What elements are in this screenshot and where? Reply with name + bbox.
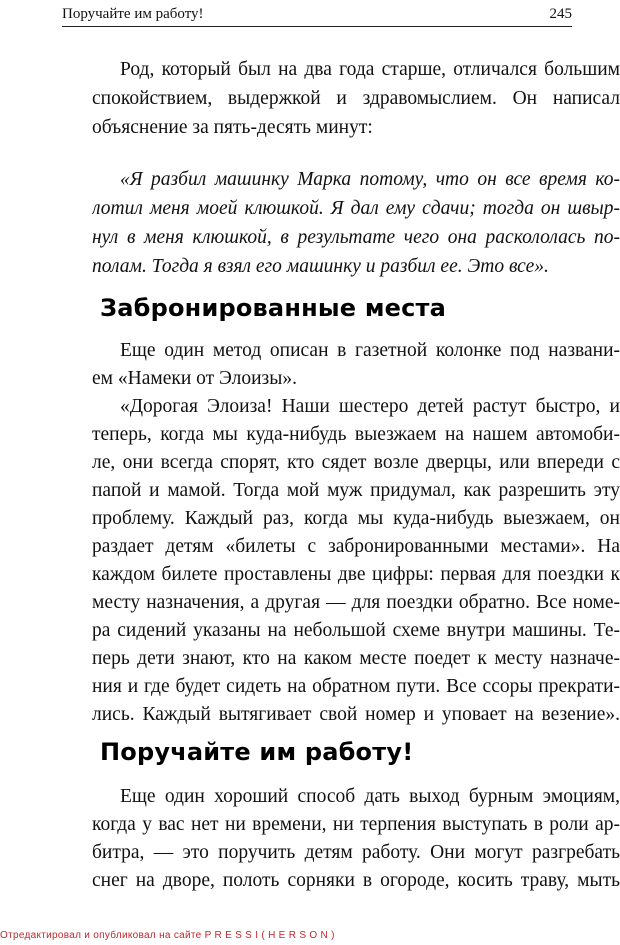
body-line: месту назначения, а другая — для поездки обратно. Все номе- (92, 592, 620, 613)
body-line: раздает детям «билеты с забронированными местами». На (92, 536, 620, 557)
body-line: битра, — это поручить детям работу. Они могут разгребать (92, 842, 620, 863)
body-line: Еще один хороший способ дать выход бурным эмоциям, (120, 786, 620, 807)
body-line: папой и мамой. Тогда мой муж придумал, как разрешить эту (92, 480, 620, 501)
body-line: каждом билете проставлены две цифры: первая для поездки к (92, 564, 620, 585)
section-heading: Забронированные места (100, 294, 447, 322)
quote-line: «Я разбил машинку Марка потому, что он все время ко- (120, 169, 620, 190)
body-line: «Дорогая Элоиза! Наши шестеро детей растут быстро, и (120, 396, 620, 417)
body-line: лись. Каждый вытягивает свой номер и уповает на везение». (92, 704, 620, 725)
quote-line: лотил меня моей клюшкой. Я дал ему сдачи; тогда он швыр- (92, 198, 620, 219)
body-line: снег на дворе, полоть сорняки в огороде, косить траву, мыть (92, 870, 620, 891)
page-number: 245 (549, 6, 572, 22)
quote-line: полам. Тогда я взял его машинку и разбил ее. Это все». (92, 256, 549, 277)
body-line: ем «Намеки от Элоизы». (92, 368, 297, 389)
footer-credit: Отредактировал и опубликовал на сайте P R E S S I ( H E R S O N ) (0, 930, 335, 941)
body-line: когда у вас нет ни времени, ни терпения выступать в роли ар- (92, 814, 620, 835)
body-line: ра сидений указаны на небольшой схеме внутри машины. Те- (92, 620, 620, 641)
body-line: проблему. Каждый раз, когда мы куда-нибудь выезжаем, он (92, 508, 620, 529)
running-head (62, 4, 572, 27)
intro-line: спокойствием, выдержкой и здравомыслием. Он написал (92, 88, 620, 109)
body-line: ния и где будет сидеть на обратном пути. Все ссоры прекрати- (92, 676, 620, 697)
intro-line: объяснение за пять-десять минут: (92, 117, 373, 138)
body-line: Еще один метод описан в газетной колонке под названи- (120, 340, 620, 361)
body-line: теперь, когда мы куда-нибудь выезжаем на нашем автомоби- (92, 424, 620, 445)
intro-line: Род, который был на два года старше, отличался большим (120, 59, 620, 80)
running-head-title: Поручайте им работу! (62, 6, 204, 22)
body-line: перь дети знают, кто на каком месте поедет к месту назначе- (92, 648, 620, 669)
body-line: ле, они всегда спорят, кто сядет возле дверцы, или впереди с (92, 452, 620, 473)
quote-line: нул в меня клюшкой, в результате чего она раскололась по- (92, 227, 620, 248)
section-heading: Поручайте им работу! (100, 738, 414, 766)
